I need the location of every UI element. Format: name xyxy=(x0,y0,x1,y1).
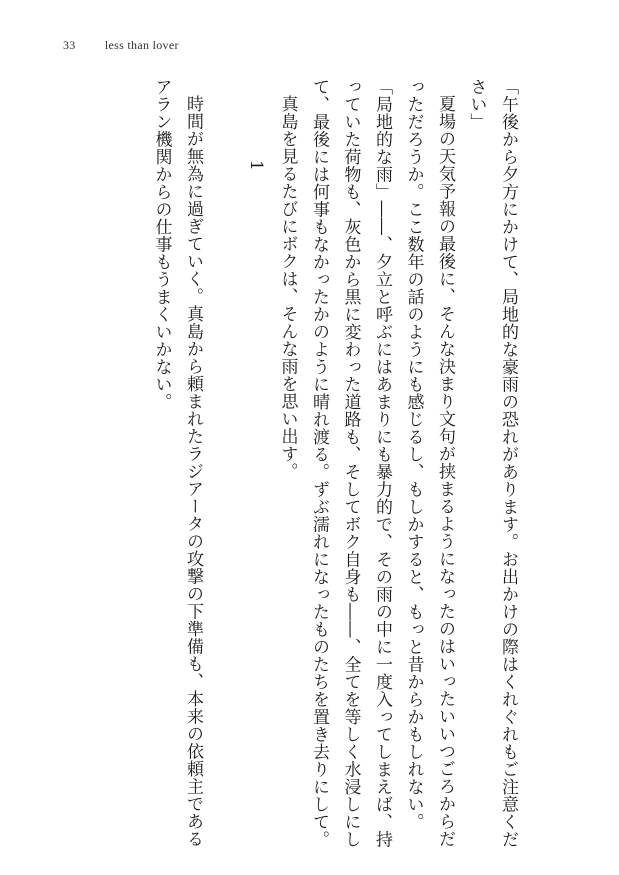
paragraph-majima-rain: 真島を見るたびにボクは、そんな雨を思い出す。 xyxy=(277,95,298,480)
section-number: 1 xyxy=(246,160,266,171)
paragraph-weather-forecast: 夏場の天気予報の最後に、そんな決まり文句が挟まるようになったのはいったいいつごろからだっただろうか。ここ数年の話のようにも感じるし、もしかすると、もっと昔からかもしれない。「局地的な雨」――、夕立と呼ぶにはあまりにも暴力的で、その雨の中に一度入ってしまえば、持っていた荷物も、灰色から黒に変わった道路も、そしてボク自身も――、全てを等しく水浸しにして、最後には何事もなかったかのように晴れ渡る。ずぶ濡れになったものたちを置き去りにして。 xyxy=(309,78,455,848)
running-header xyxy=(63,38,179,53)
book-title: less than lover xyxy=(104,38,179,52)
vertical-body-text xyxy=(145,78,523,848)
page-number: 33 xyxy=(63,38,76,52)
paragraph-time-passes: 時間が無為に過ぎていく。真島から頼まれたラジアータの攻撃の下準備も、本来の依頼主であるアラン機関からの仕事もうまくいかない。 xyxy=(151,78,203,848)
paragraph-weather-quote: 「午後から夕方にかけて、局地的な豪雨の恐れがあります。お出かけの際はくれぐれもご注意ください」 xyxy=(466,78,518,848)
